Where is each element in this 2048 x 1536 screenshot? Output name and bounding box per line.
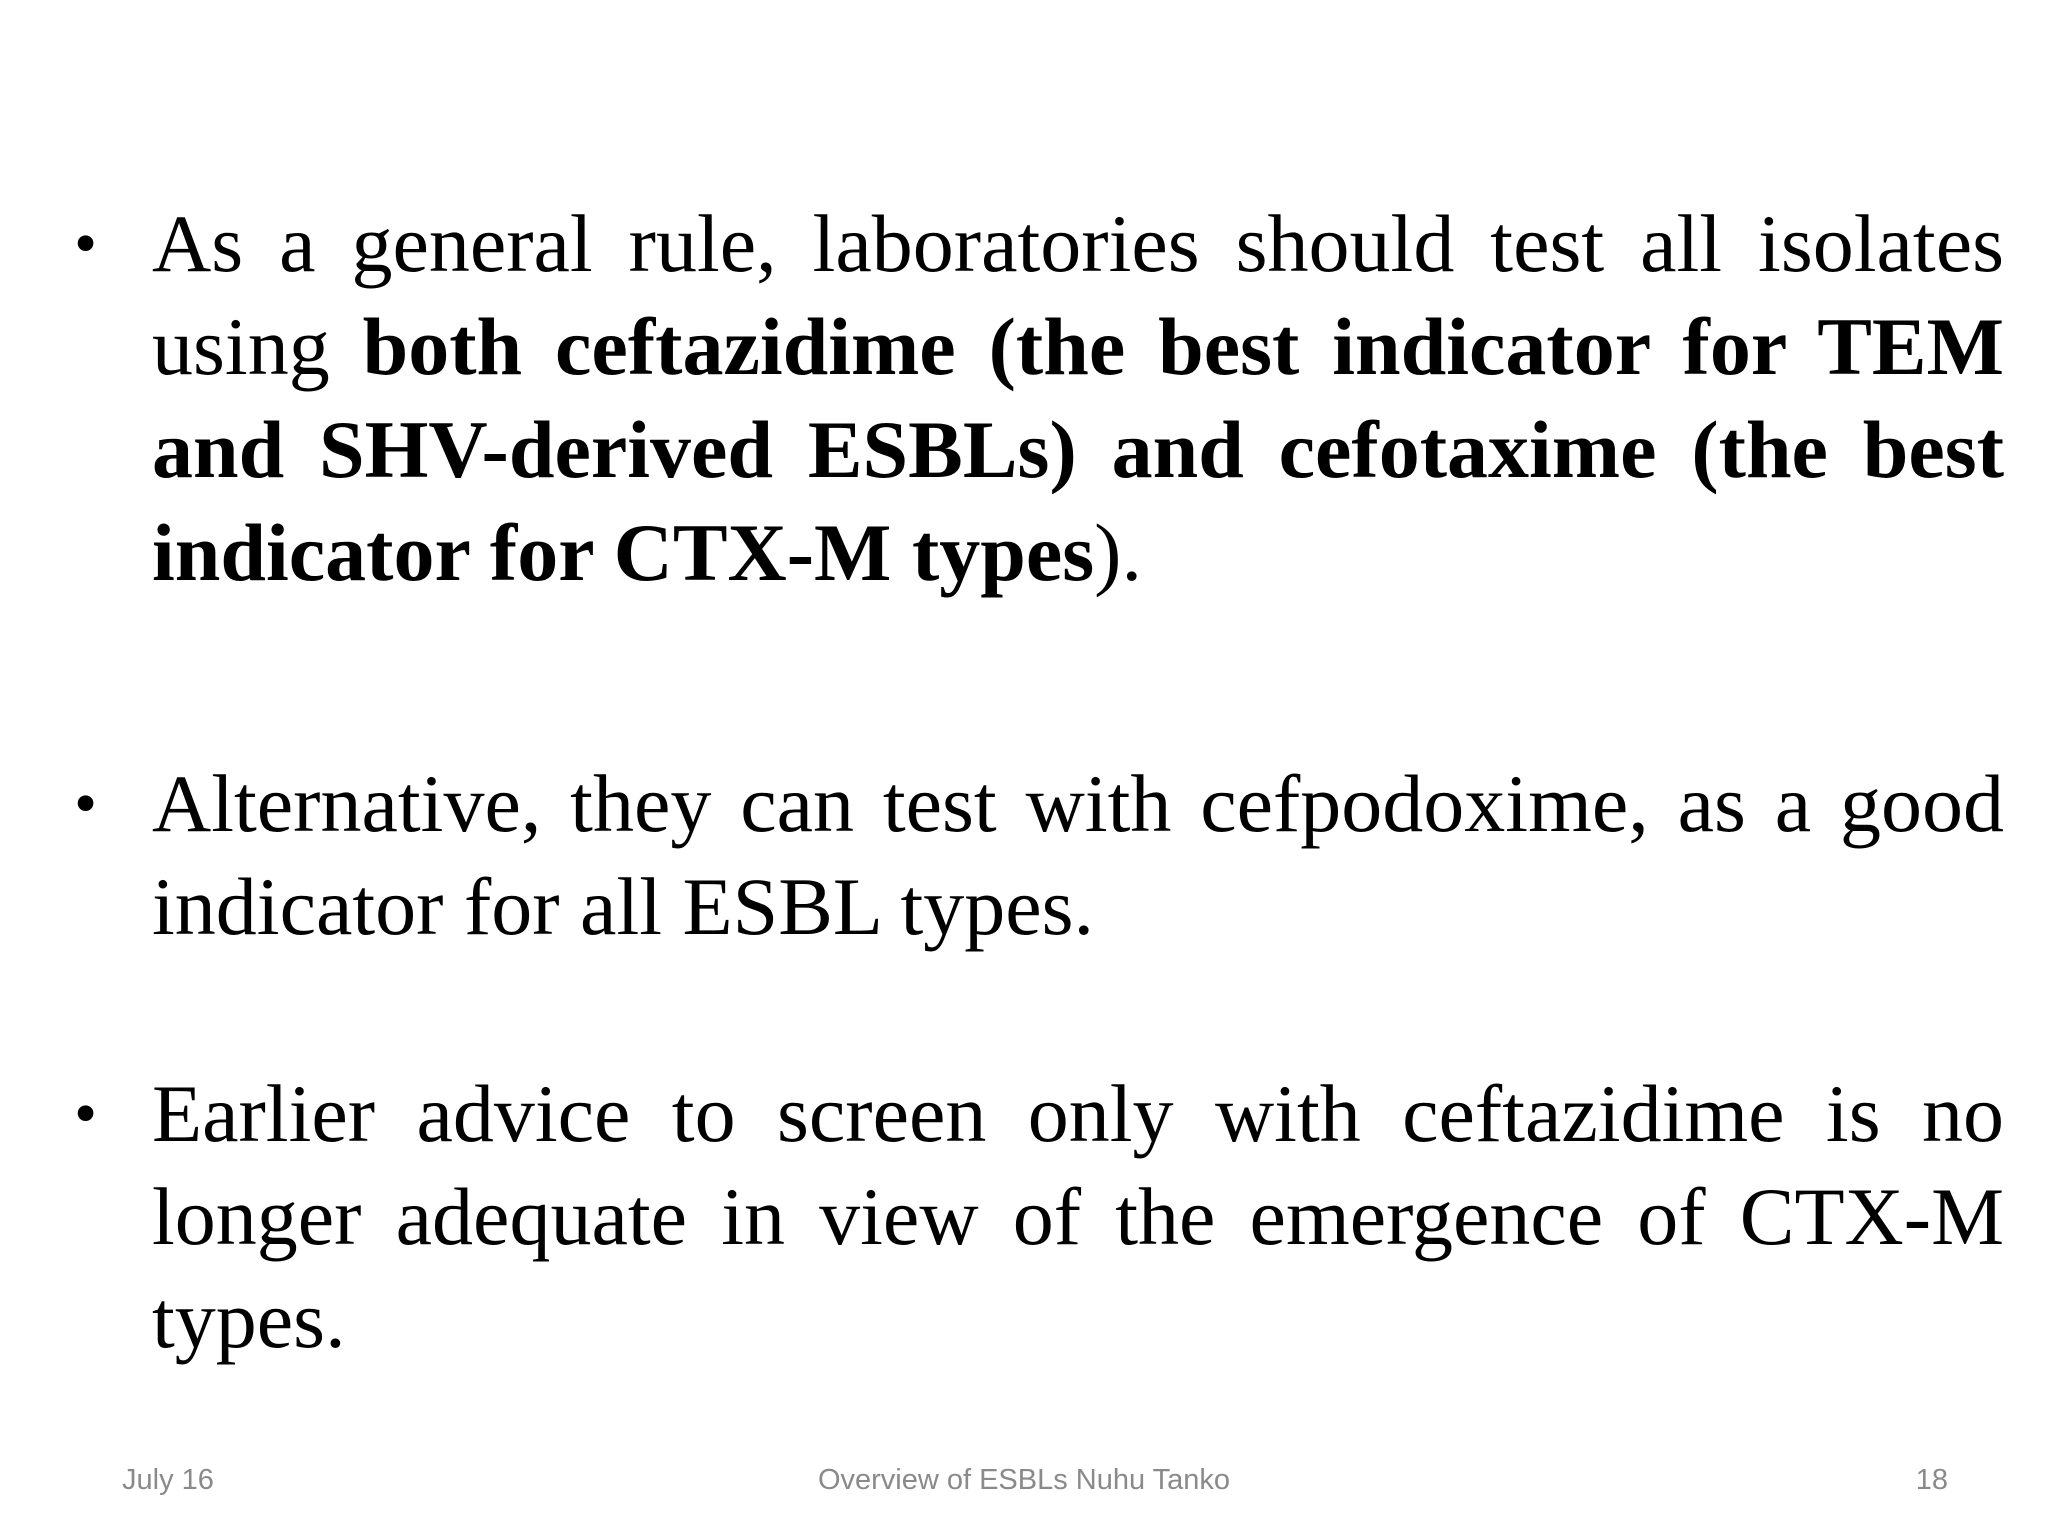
bullet-3-text: Earlier advice to screen only with ceftazidime is no longer adequate in view of the emergence of CTX-M types. [152,1068,2004,1365]
bullet-item-3 [74,1062,2004,1371]
footer-title: Overview of ESBLs Nuhu Tanko [817,1464,1231,1496]
bullet-icon: • [74,1077,98,1150]
bullet-1-text-end: ). [1094,507,1142,598]
footer-date: July 16 [122,1464,214,1496]
bullet-2-text: Alternative, they can test with cefpodoxime, as a good indicator for all ESBL types. [152,758,2004,952]
bullet-item-1 [74,192,2004,604]
footer-page-number: 18 [1915,1464,1948,1496]
bullet-item-2 [74,752,2004,958]
bullet-icon: • [74,207,98,280]
bullet-icon: • [74,767,98,840]
bullet-1-text-plain: As a general rule, laboratories should test all isolates using [152,198,2004,392]
bullet-1-text-bold: both ceftazidime (the best indicator for TEM and SHV-derived ESBLs) and cefotaxime (the best indicator for CTX-M types [152,301,2004,598]
